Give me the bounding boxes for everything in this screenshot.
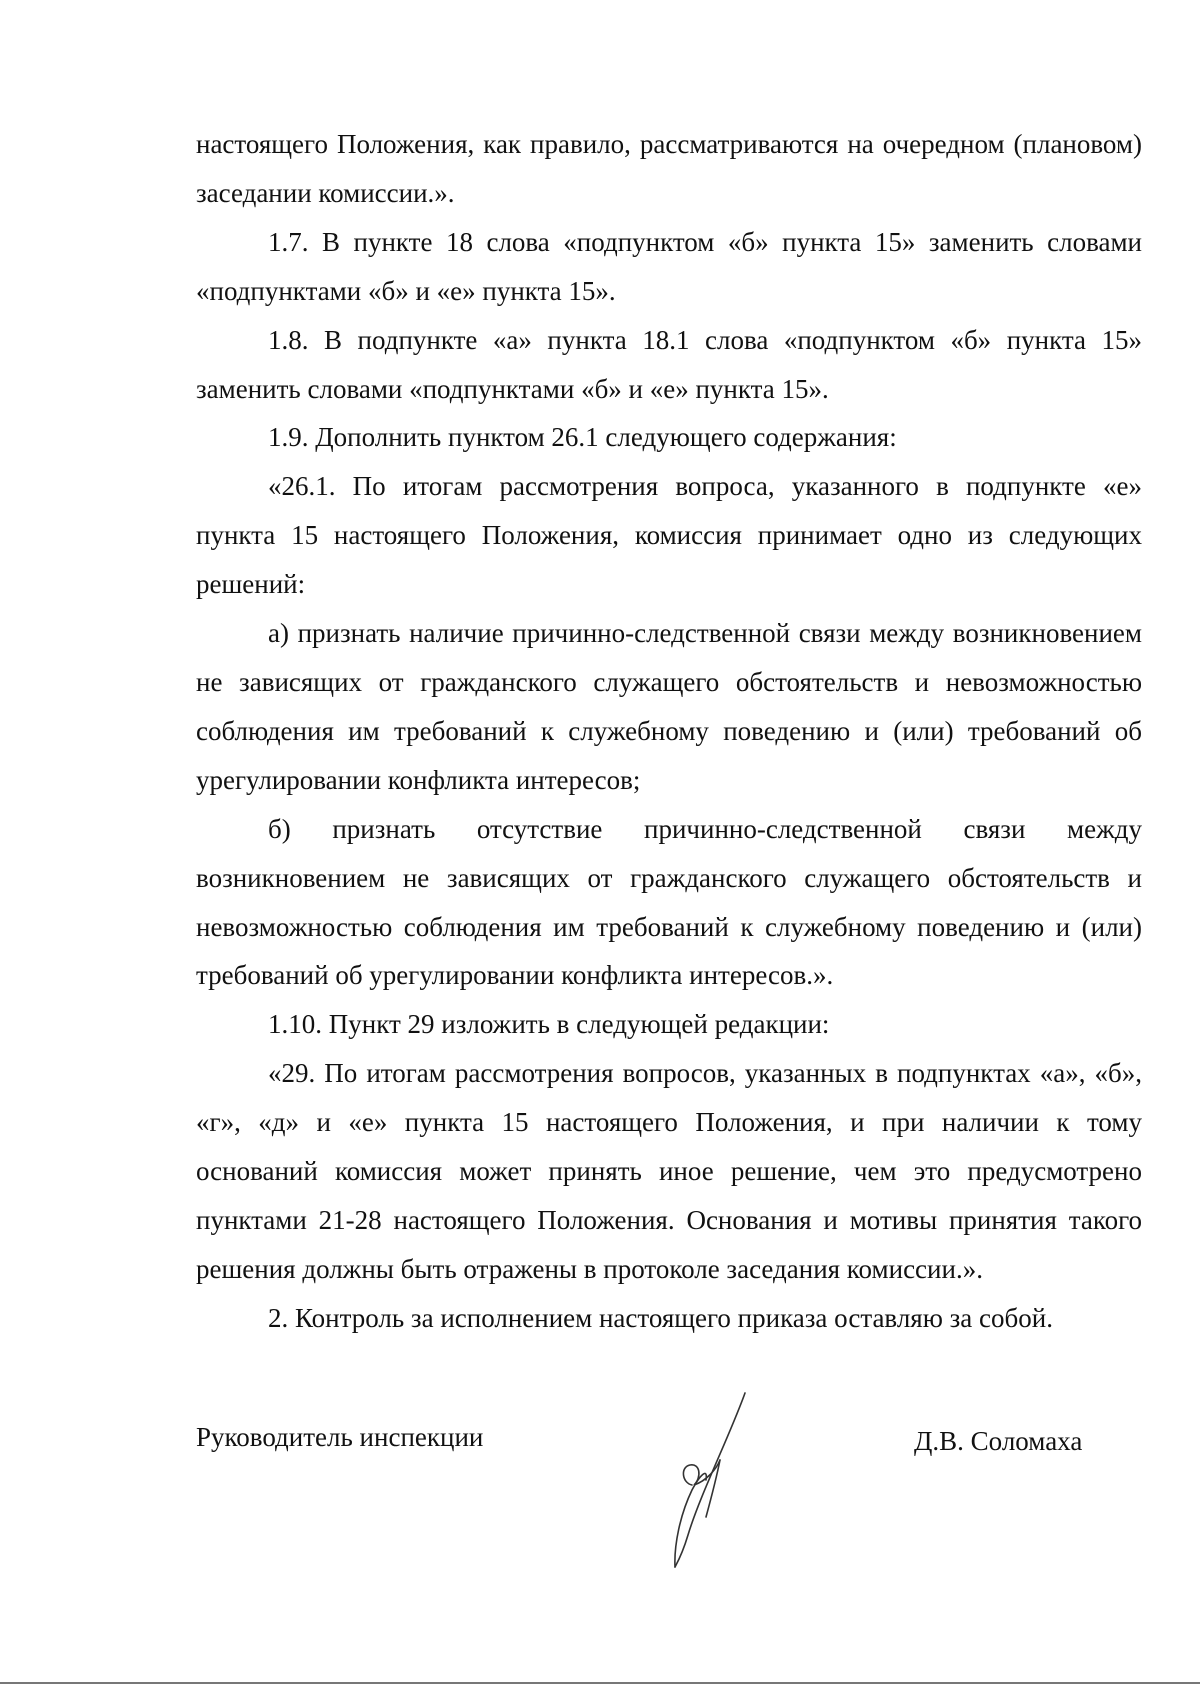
page-bottom-edge [0, 1682, 1200, 1684]
paragraph-subitem-a: а) признать наличие причинно-следственной связи между возникновением не зависящих от гражданского служащего обстоятельств и невозможностью соблюдения им требований к служебному поведению и (или) требований об урегулировании конфликта интересов; [196, 618, 1142, 795]
paragraph-1-8: 1.8. В подпункте «а» пункта 18.1 слова «подпунктом «б» пункта 15» заменить словами «подпунктами «б» и «е» пункта 15». [196, 324, 1142, 404]
signer-title: Руководитель инспекции [196, 1422, 484, 1452]
paragraph-1-9: 1.9. Дополнить пунктом 26.1 следующего содержания: [268, 422, 897, 453]
paragraph-1-7: 1.7. В пункте 18 слова «подпунктом «б» пункта 15» заменить словами «подпунктами «б» и «е» пункта 15». [196, 226, 1142, 306]
document-body [196, 120, 1142, 1343]
paragraph-subitem-b: б) признать отсутствие причинно-следственной связи между возникновением не зависящих от гражданского служащего обстоятельств и невозможностью соблюдения им требований к служебному поведению и (или) требований об урегулировании конфликта интересов.». [196, 813, 1142, 991]
paragraph-1-10: 1.10. Пункт 29 изложить в следующей редакции: [268, 1009, 830, 1040]
paragraph-2-control: 2. Контроль за исполнением настоящего приказа оставляю за собой. [268, 1302, 1053, 1333]
paragraph-26-1: «26.1. По итогам рассмотрения вопроса, указанного в подпункте «е» пункта 15 настоящего Положения, комиссия принимает одно из следующих решений: [196, 471, 1142, 600]
handwritten-signature [620, 1385, 760, 1575]
paragraph-29: «29. По итогам рассмотрения вопросов, указанных в подпунктах «а», «б», «г», «д» и «е» пункта 15 настоящего Положения, и при наличии к тому оснований комиссия может принять иное решение, чем это предусмотрено пунктами 21-28 настоящего Положения. Основания и мотивы принятия такого решения должны быть отражены в протоколе заседания комиссии.». [196, 1058, 1142, 1284]
signer-name: Д.В. Соломаха [914, 1426, 1083, 1456]
paragraph-continuation: настоящего Положения, как правило, рассматриваются на очередном (плановом) заседании комиссии.». [196, 129, 1142, 208]
